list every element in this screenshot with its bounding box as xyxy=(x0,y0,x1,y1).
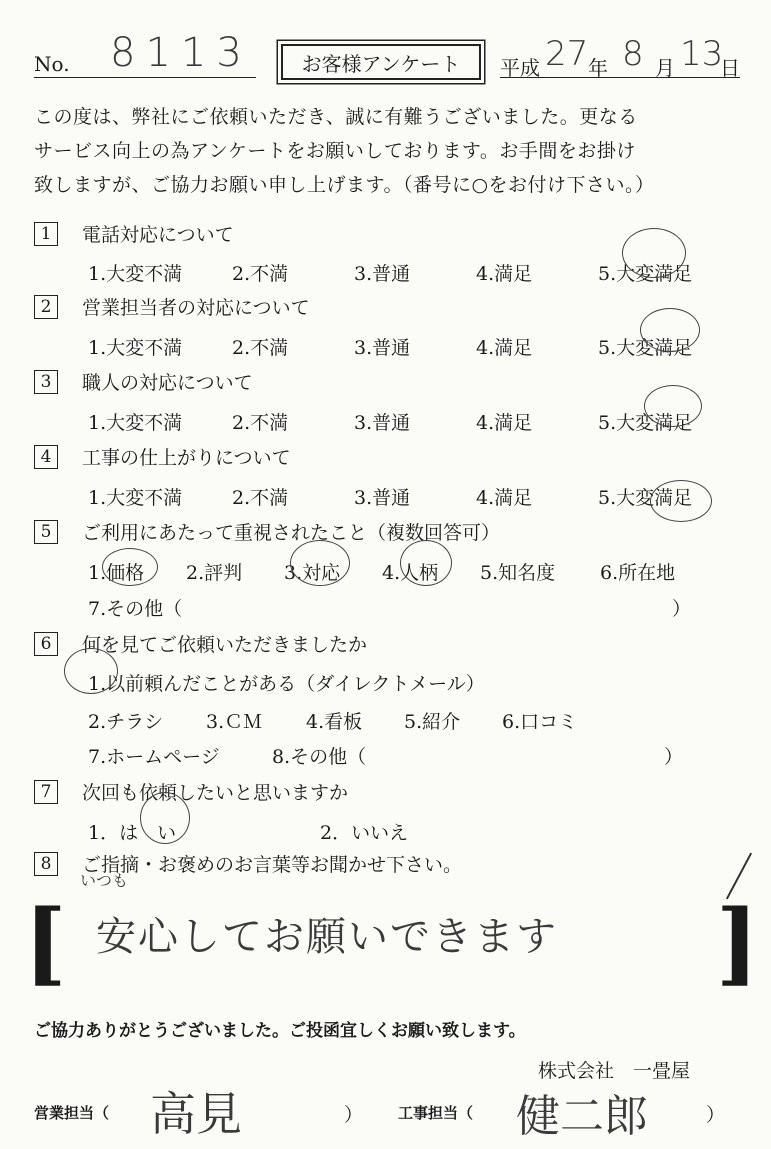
answer-circle-mark xyxy=(400,540,452,586)
question-5-text: ご利用にあたって重視されたこと（複数回答可） xyxy=(82,522,501,544)
q6-option-2[interactable]: 2.チラシ xyxy=(88,711,164,733)
q7-option-no[interactable]: 2．いいえ xyxy=(320,822,409,844)
sales-close-paren: ） xyxy=(344,1104,364,1126)
era-label: 平成 xyxy=(500,56,540,80)
q4-option-2[interactable]: 2.不満 xyxy=(232,487,289,509)
answer-circle-mark xyxy=(290,540,350,586)
day-value: 13 xyxy=(680,34,724,74)
question-number-4: 4 xyxy=(34,445,58,469)
comment-open-bracket: [ xyxy=(24,890,67,996)
year-unit: 年 xyxy=(588,56,608,80)
q1-option-5[interactable]: 5.大変満足 xyxy=(598,263,693,285)
q2-option-3[interactable]: 3.普通 xyxy=(354,337,411,359)
q3-option-1[interactable]: 1.大変不満 xyxy=(88,412,183,434)
q3-option-4[interactable]: 4.満足 xyxy=(476,412,533,434)
day-unit: 日 xyxy=(720,56,740,80)
q1-option-4[interactable]: 4.満足 xyxy=(476,263,533,285)
q3-option-2[interactable]: 2.不満 xyxy=(232,412,289,434)
thanks-message: ご協力ありがとうございました。ご投函宜しくお願い致します。 xyxy=(34,1021,526,1041)
intro-line: サービス向上の為アンケートをお願いしております。お手間をお掛け xyxy=(34,140,636,162)
q1-option-2[interactable]: 2.不満 xyxy=(232,263,289,285)
q4-option-1[interactable]: 1.大変不満 xyxy=(88,487,183,509)
work-staff-label: 工事担当（ xyxy=(398,1104,474,1122)
q4-option-3[interactable]: 3.普通 xyxy=(354,487,411,509)
question-6-text: 何を見てご依頼いただきましたか xyxy=(82,634,368,656)
comment-text: 安心してお願いできます xyxy=(96,914,558,960)
q1-option-1[interactable]: 1.大変不満 xyxy=(88,263,183,285)
q5-option-7[interactable]: 7.その他（ xyxy=(88,598,183,620)
answer-circle-mark xyxy=(644,385,702,427)
q6-option-5[interactable]: 5.紹介 xyxy=(404,711,461,733)
q2-option-4[interactable]: 4.満足 xyxy=(476,337,533,359)
number-underline xyxy=(34,77,256,78)
answer-circle-mark xyxy=(140,792,190,844)
survey-title: お客様アンケート xyxy=(281,44,481,80)
answer-circle-mark xyxy=(640,308,700,352)
question-2-text: 営業担当者の対応について xyxy=(82,297,310,319)
q5-other-close-paren: ） xyxy=(672,598,692,620)
comment-close-bracket: ] xyxy=(716,890,759,996)
q6-other-close-paren: ） xyxy=(664,746,684,768)
q5-option-5[interactable]: 5.知名度 xyxy=(480,562,556,584)
number-value: 8113 xyxy=(110,30,252,76)
comment-small-note: いつも xyxy=(80,871,129,890)
answer-circle-mark xyxy=(650,480,712,522)
work-close-paren: ） xyxy=(706,1104,726,1126)
question-number-7: 7 xyxy=(34,780,58,804)
work-staff-name: 健二郎 xyxy=(516,1091,648,1142)
q3-option-3[interactable]: 3.普通 xyxy=(354,412,411,434)
q5-option-6[interactable]: 6.所在地 xyxy=(600,562,676,584)
q5-option-1[interactable]: 1.価格 xyxy=(88,562,145,584)
q6-option-1[interactable]: 1.以前頼んだことがある（ダイレクトメール） xyxy=(88,673,485,695)
sales-staff-label: 営業担当（ xyxy=(34,1104,110,1122)
question-1-text: 電話対応について xyxy=(82,224,234,246)
question-number-3: 3 xyxy=(34,370,58,394)
question-7-text: 次回も依頼したいと思いますか xyxy=(82,782,349,804)
intro-line: この度は、弊社にご依頼いただき、誠に有難うございました。更なる xyxy=(34,106,638,128)
q7-option-yes[interactable]: 1．は い xyxy=(88,822,177,844)
answer-circle-mark xyxy=(64,648,118,694)
question-number-6: 6 xyxy=(34,632,58,656)
q6-option-4[interactable]: 4.看板 xyxy=(306,711,363,733)
number-label: No. xyxy=(34,52,70,76)
question-4-text: 工事の仕上がりについて xyxy=(82,447,291,469)
question-number-1: 1 xyxy=(34,222,58,246)
question-3-text: 職人の対応について xyxy=(82,372,253,394)
sales-staff-name: 高見 xyxy=(150,1087,242,1141)
q6-option-7[interactable]: 7.ホームページ xyxy=(88,746,220,768)
year-value: 27 xyxy=(545,34,589,74)
answer-circle-mark xyxy=(622,228,686,278)
q6-option-6[interactable]: 6.口コミ xyxy=(502,711,578,733)
q2-option-2[interactable]: 2.不満 xyxy=(232,337,289,359)
month-value: 8 xyxy=(622,34,644,74)
q2-option-5[interactable]: 5.大変満足 xyxy=(598,337,693,359)
q6-option-3[interactable]: 3.ＣＭ xyxy=(206,711,263,733)
question-number-8: 8 xyxy=(34,852,58,876)
answer-circle-mark xyxy=(102,548,158,586)
intro-line: 致しますが、ご協力お願い申し上げます。（番号に○をお付け下さい。） xyxy=(34,174,655,196)
q3-option-5[interactable]: 5.大変満足 xyxy=(598,412,693,434)
q5-option-2[interactable]: 2.評判 xyxy=(186,562,243,584)
q6-option-8[interactable]: 8.その他（ xyxy=(272,746,367,768)
q2-option-1[interactable]: 1.大変不満 xyxy=(88,337,183,359)
question-8-text: ご指摘・お褒めのお言葉等お聞かせ下さい。 xyxy=(82,854,463,876)
date-underline xyxy=(500,77,740,78)
question-number-5: 5 xyxy=(34,520,58,544)
q5-option-4[interactable]: 4.人柄 xyxy=(382,562,439,584)
q4-option-5[interactable]: 5.大変満足 xyxy=(598,487,693,509)
company-name: 株式会社 一畳屋 xyxy=(538,1060,691,1082)
q4-option-4[interactable]: 4.満足 xyxy=(476,487,533,509)
q5-option-3[interactable]: 3.対応 xyxy=(284,562,341,584)
month-unit: 月 xyxy=(655,56,675,80)
q1-option-3[interactable]: 3.普通 xyxy=(354,263,411,285)
intro-text xyxy=(34,100,754,202)
question-number-2: 2 xyxy=(34,295,58,319)
